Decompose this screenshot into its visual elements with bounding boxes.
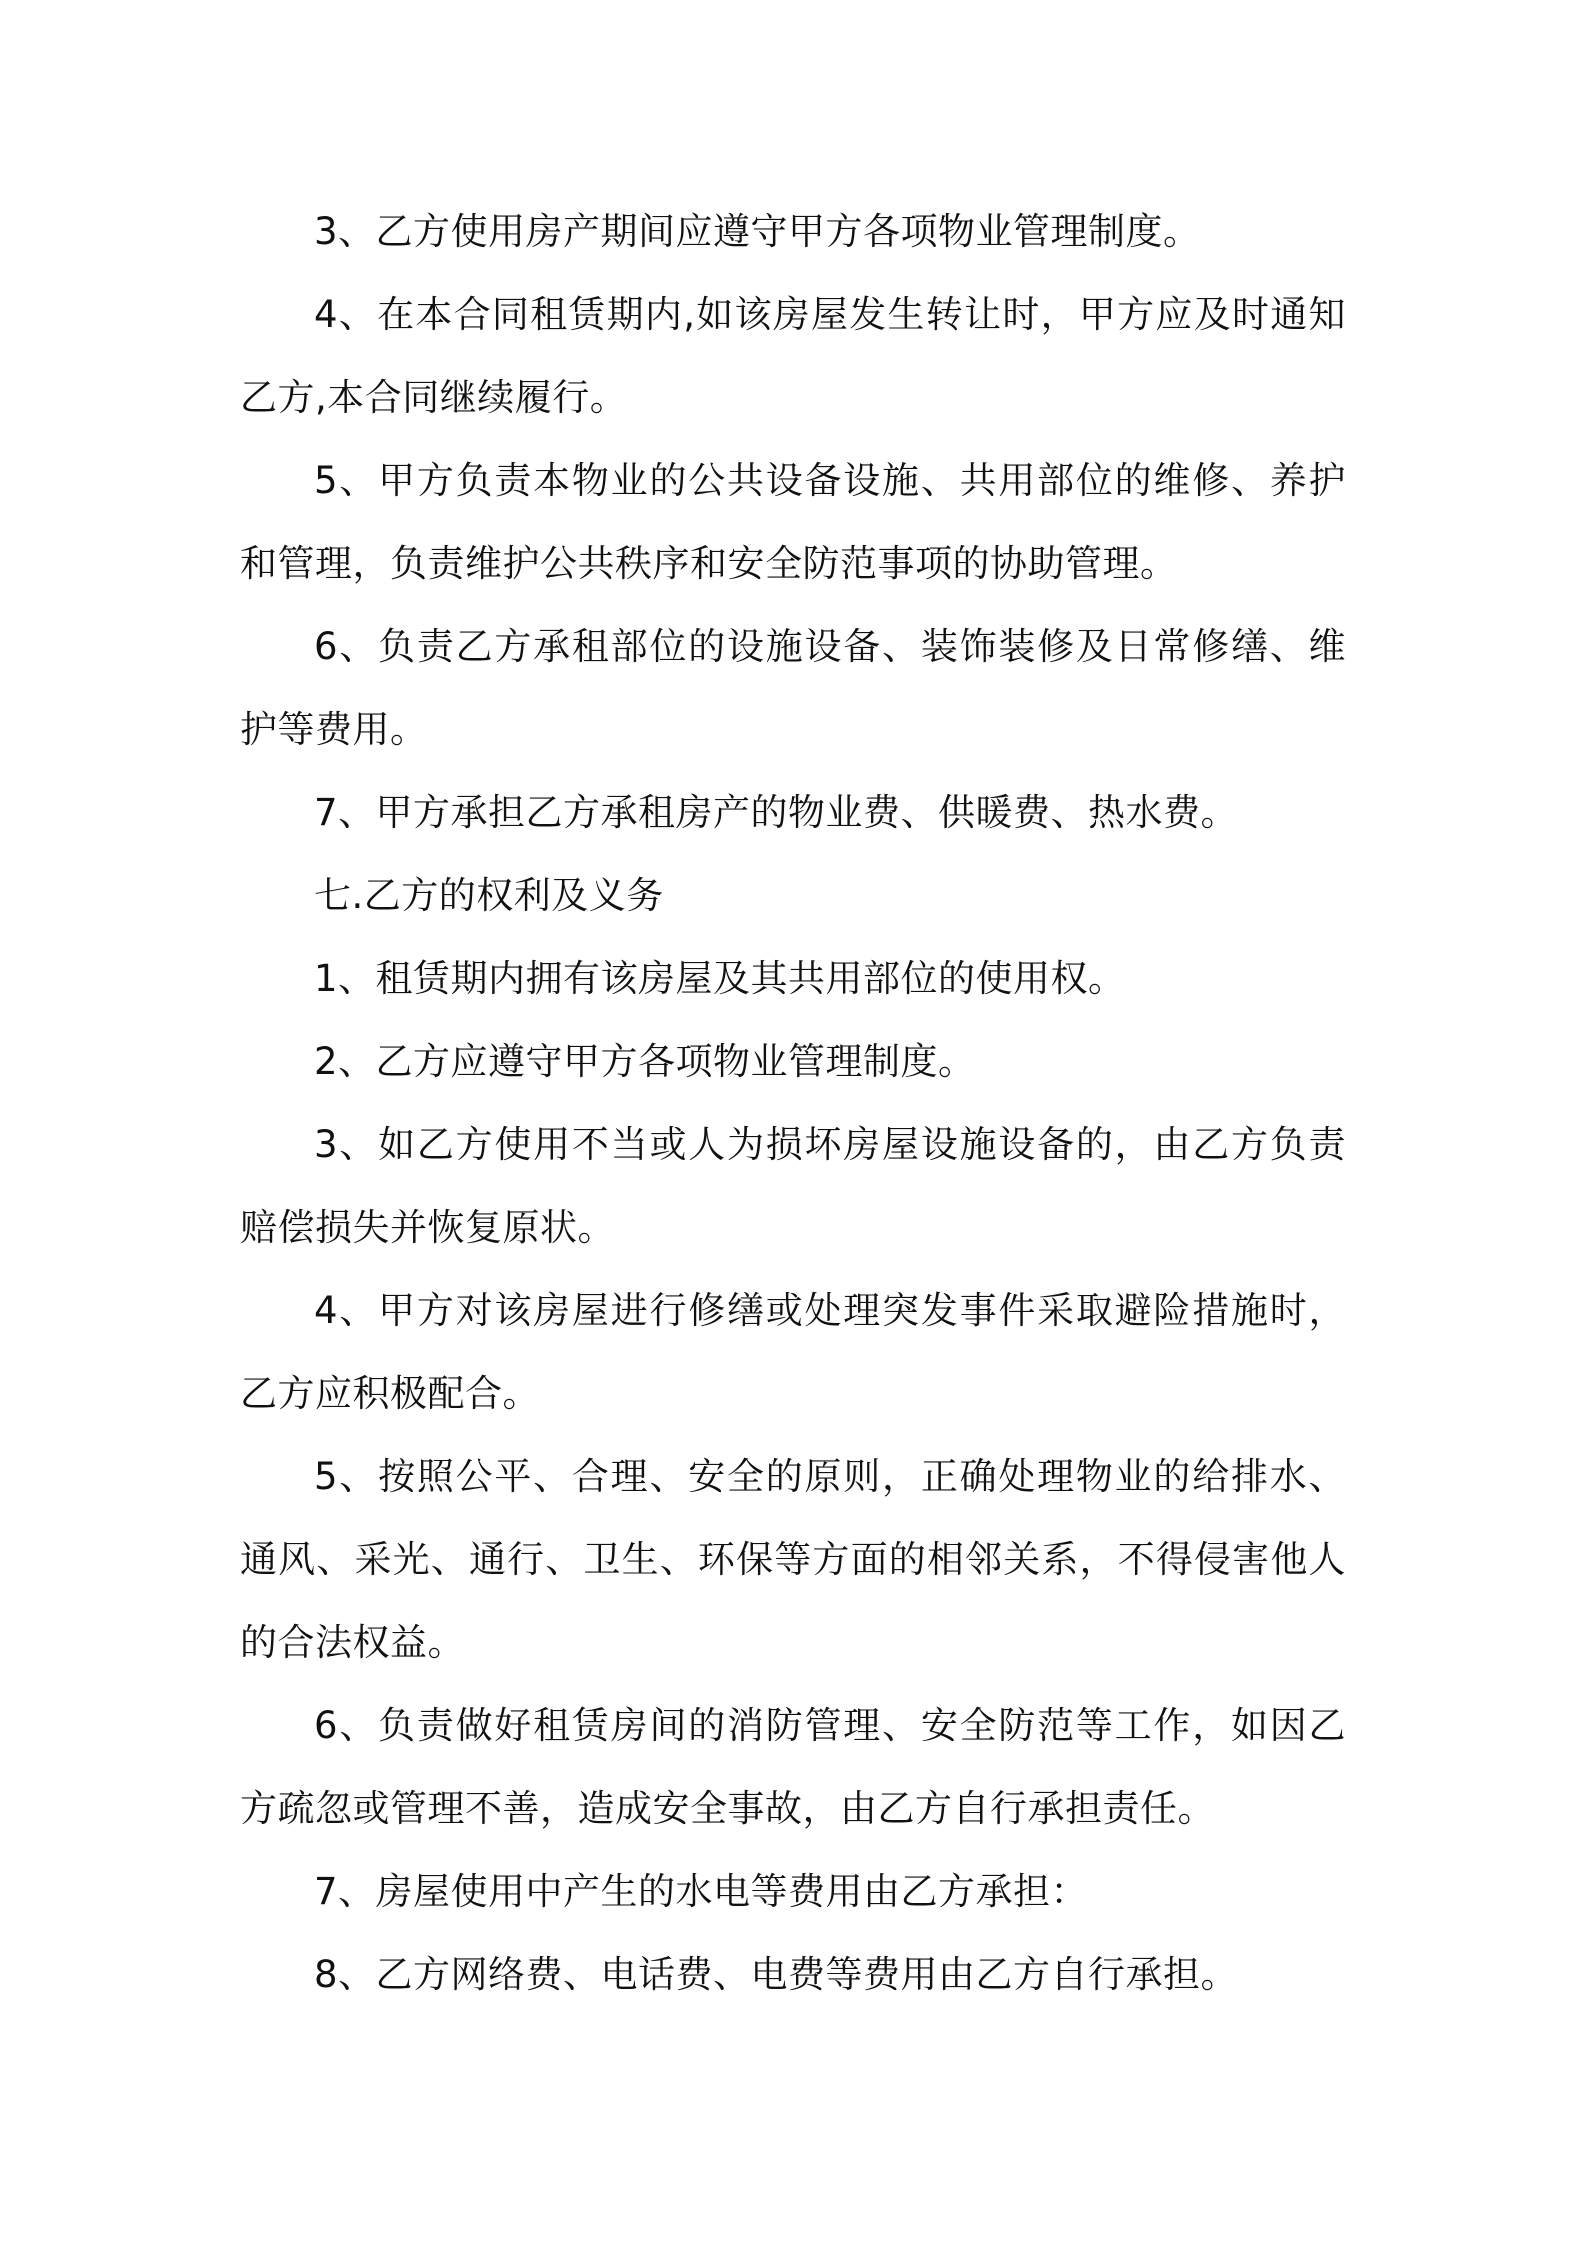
clause-4-transfer-notice: 4、在本合同租赁期内,如该房屋发生转让时，甲方应及时通知乙方,本合同继续履行。 — [240, 293, 1346, 419]
clause-b4-cooperate-repairs: 4、甲方对该房屋进行修缮或处理突发事件采取避险措施时，乙方应积极配合。 — [240, 1289, 1346, 1415]
clause-b2-obey-rules: 2、乙方应遵守甲方各项物业管理制度。 — [314, 1040, 976, 1083]
clause-b5-neighbor-relations: 5、按照公平、合理、安全的原则，正确处理物业的给排水、通风、采光、通行、卫生、环保等方面的相邻关系，不得侵害他人的合法权益。 — [240, 1455, 1346, 1664]
clause-3-obey-rules: 3、乙方使用房产期间应遵守甲方各项物业管理制度。 — [314, 210, 1201, 253]
clause-b3-damage-compensation: 3、如乙方使用不当或人为损坏房屋设施设备的，由乙方负责赔偿损失并恢复原状。 — [240, 1123, 1346, 1249]
clause-b6-fire-safety: 6、负责做好租赁房间的消防管理、安全防范等工作，如因乙方疏忽或管理不善，造成安全事故，由乙方自行承担责任。 — [240, 1704, 1346, 1830]
contract-body — [240, 190, 1346, 2016]
section-heading-party-b-rights: 七.乙方的权利及义务 — [314, 874, 664, 917]
clause-7-property-fees: 7、甲方承担乙方承租房产的物业费、供暖费、热水费。 — [314, 791, 1239, 834]
clause-b7-utilities: 7、房屋使用中产生的水电等费用由乙方承担： — [314, 1870, 1089, 1913]
clause-b8-network-phone-fees: 8、乙方网络费、电话费、电费等费用由乙方自行承担。 — [314, 1953, 1239, 1996]
clause-6-repair-costs: 6、负责乙方承租部位的设施设备、装饰装修及日常修缮、维护等费用。 — [240, 625, 1346, 751]
clause-b1-usage-right: 1、租赁期内拥有该房屋及其共用部位的使用权。 — [314, 957, 1126, 1000]
clause-5-public-maintenance: 5、甲方负责本物业的公共设备设施、共用部位的维修、养护和管理，负责维护公共秩序和安全防范事项的协助管理。 — [240, 459, 1346, 585]
